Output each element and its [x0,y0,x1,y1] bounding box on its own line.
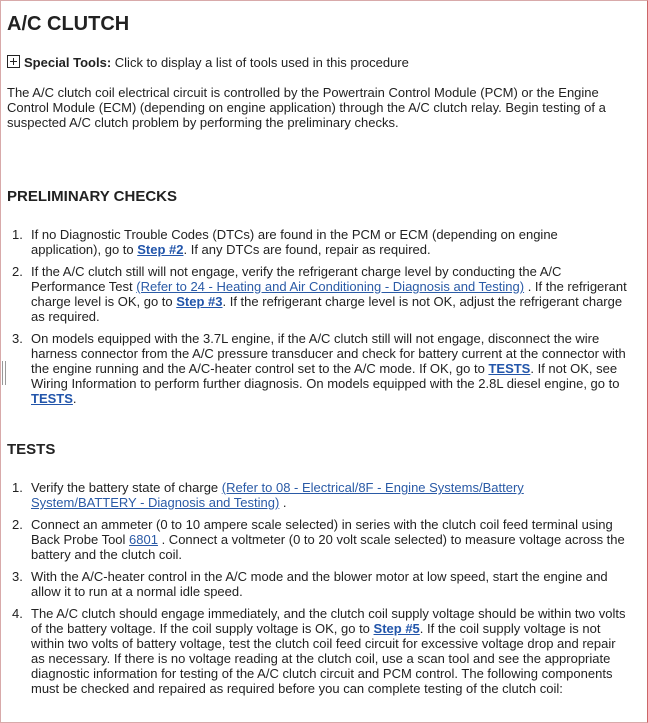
resize-grip[interactable] [2,361,6,385]
item-text: With the A/C-heater control in the A/C mode and the blower motor at low speed, start the engine and allow it to run at a normal idle speed. [31,569,608,599]
item-text: . If not OK, see Wiring Information to perform further diagnosis. On models equipped with the 2.8L diesel engine, go to [31,361,620,391]
expand-plus-icon[interactable] [7,55,20,68]
item-text: Connect an ammeter (0 to 10 ampere scale selected) in series with the clutch coil feed terminal using Back Probe Tool [31,517,613,547]
list-item [12,264,631,324]
item-text: If no Diagnostic Trouble Codes (DTCs) are found in the PCM or ECM (depending on engine application), go to [31,227,558,257]
preliminary-checks-heading: PRELIMINARY CHECKS [7,188,178,205]
special-tools-label: Special Tools: [24,55,112,70]
list-item [12,331,631,406]
list-item [12,569,631,599]
item-number: 2. [12,264,23,279]
step-2-link[interactable]: Step #2 [137,242,184,257]
special-tools-text: Click to display a list of tools used in this procedure [111,55,409,70]
list-item [12,606,631,696]
item-number: 4. [12,606,23,621]
item-text: . If the coil supply voltage is not within two volts of battery voltage, test the clutch coil feed circuit for excessive voltage drop and repair as necessary. If there is no voltage reading at the clutch coil, use a scan tool and see the appropriate diagnostic information for testing of the A/C clutch circuit and PCM control. The following components must be checked and repaired as required before you can complete testing of the clutch coil: [31,621,616,696]
preliminary-checks-list [7,227,631,406]
tool-6801-link[interactable]: 6801 [129,532,158,547]
battery-diagnosis-reference-link[interactable]: (Refer to 08 - Electrical/8F - Engine Systems/Battery System/BATTERY - Diagnosis and Testing) [31,480,524,510]
item-number: 1. [12,227,23,242]
item-text: . If the refrigerant charge level is not OK, adjust the refrigerant charge as required. [31,294,623,324]
step-3-link[interactable]: Step #3 [176,294,223,309]
list-item [12,517,631,562]
list-item [12,227,631,257]
tests-list [7,480,631,696]
item-text: . [72,391,77,406]
tests-link[interactable]: TESTS [31,391,73,406]
item-text: On models equipped with the 3.7L engine, if the A/C clutch still will not engage, disconnect the wire harness connector from the A/C pressure transducer and check for battery current at the connector with the engine running and the A/C-heater control set to the A/C mode. If OK, go to [31,331,626,376]
hvac-diagnosis-reference-link[interactable]: (Refer to 24 - Heating and Air Conditioning - Diagnosis and Testing) [136,279,525,294]
intro-paragraph: The A/C clutch coil electrical circuit is controlled by the Powertrain Control Module (PCM) or the Engine Control Module (ECM) (depending on engine application) through the A/C clutch relay. Begin testing of a suspected A/C clutch problem by performing the preliminary checks. [7,85,606,130]
item-text: . If the refrigerant charge level is OK, go to [31,279,627,309]
item-number: 1. [12,480,23,495]
item-text: . If any DTCs are found, repair as required. [183,242,431,257]
item-number: 2. [12,517,23,532]
item-text: Verify the battery state of charge [31,480,222,495]
item-text: . Connect a voltmeter (0 to 20 volt scale selected) to measure voltage across the battery and the clutch coil. [31,532,625,562]
item-number: 3. [12,569,23,584]
item-text: If the A/C clutch still will not engage, verify the refrigerant charge level by conducting the A/C Performance Test [31,264,562,294]
tests-link[interactable]: TESTS [488,361,531,376]
item-text: The A/C clutch should engage immediately, and the clutch coil supply voltage should be within two volts of the battery voltage. If the coil supply voltage is OK, go to [31,606,626,636]
special-tools-row[interactable] [7,55,637,70]
tests-heading: TESTS [7,441,56,458]
item-text: . [279,495,287,510]
list-item [12,480,631,510]
page-title: A/C CLUTCH [7,13,130,35]
item-number: 3. [12,331,23,346]
step-5-link[interactable]: Step #5 [373,621,420,636]
